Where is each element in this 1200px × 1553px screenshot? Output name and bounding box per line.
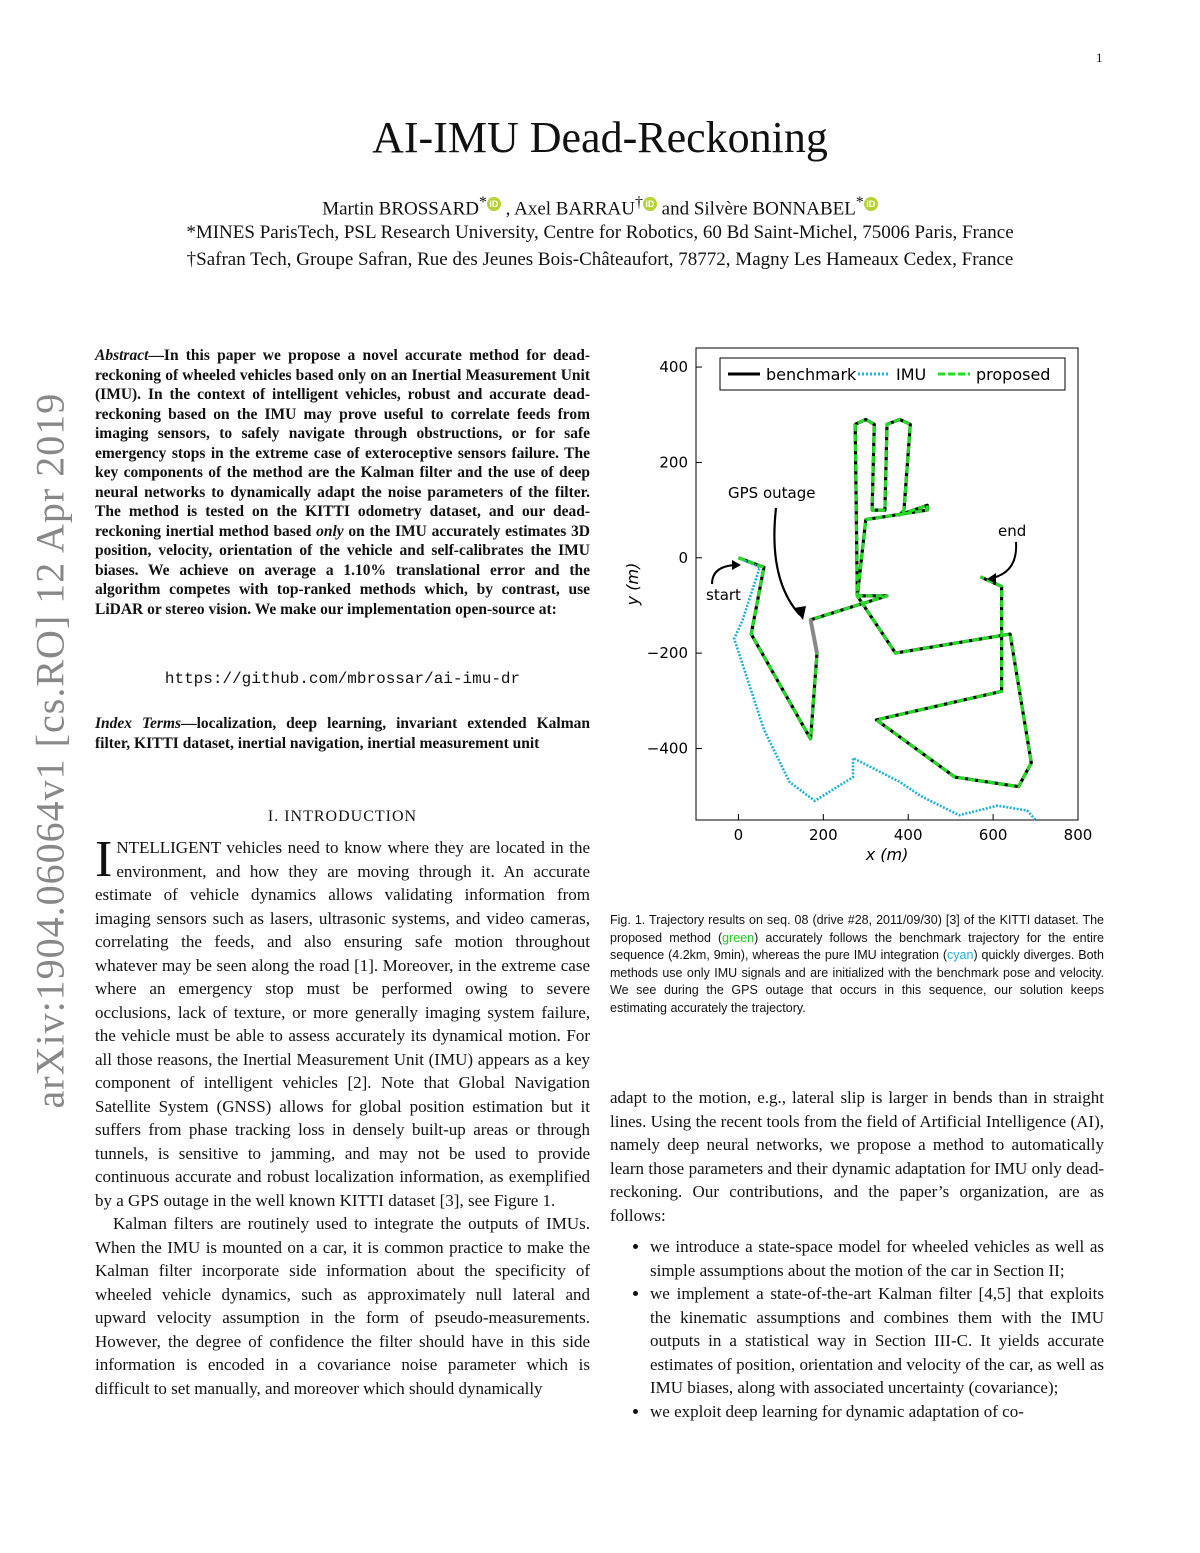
annotation-gps-outage: GPS outage [728,484,816,502]
y-tick-label: −200 [646,644,688,663]
annotation-start: start [706,586,741,604]
affiliation-2: †Safran Tech, Groupe Safran, Rue des Jeunes Bois-Châteaufort, 78772, Magny Les Hameaux Cedex, France [186,249,1014,270]
contributions-list [610,1235,1104,1423]
page-number: 1 [1096,50,1103,65]
drop-cap: I [95,831,113,888]
list-item: • we implement a state-of-the-art Kalman filter [4,5] that exploits the kinematic assumptions and combines them with the IMU outputs in a statistical way in Section III-C. It yields accurate estimates of position, orientation and velocity of the car, as well as IMU biases, along with associated uncertainty (covariance); [650,1282,1104,1400]
intro-paragraph-1: NTELLIGENT vehicles need to know where they are located in the environment, and how they are moving through it. An accurate estimate of vehicle dynamics allows validating information from imaging sensors such as lasers, ultrasonic systems, and video cameras, correlating the feeds, and also ensuring safe motion throughout whatever may be seen along the road [1]. Moreover, in the extreme case where an emergency stop must be performed owing to severe occlusions, lack of texture, or more generally imaging system failure, the vehicle must be able to assess accurately its dynamical motion. For all those reasons, the Inertial Measurement Unit (IMU) appears as a key component of intelligent vehicles [2]. Note that Global Navigation Satellite System (GNSS) allows for global position estimation but it suffers from phase tracking loss in densely built-up areas or through tunnels, is sensitive to jamming, and may not be used to provide continuous accurate and robust localization information, as exemplified by a GPS outage in the well known KITTI dataset [3], see Figure 1. [95,838,590,1210]
x-tick-label: 0 [733,826,744,844]
orcid-icon[interactable]: iD [643,197,657,211]
caption-part-a: Fig. 1. Trajectory results on seq. 08 (drive #28, 2011/09/30) [3] of the KITTI dataset. The proposed method ( [610,913,1104,945]
index-terms [95,714,590,753]
intro-paragraph-2: Kalman filters are routinely used to integrate the outputs of IMUs. When the IMU is mounted on a car, it is common practice to make the Kalman filter incorporate side information about the specificity of wheeled vehicle dynamics, such as approximately null lateral and upward velocity assumption in the form of pseudo-measurements. However, the degree of confidence the filter should have in this side information is encoded in a covariance noise parameter which is difficult to set manually, and moreover which should dynamically [95,1214,590,1398]
x-tick-label: 800 [1063,826,1093,844]
list-item: • we introduce a state-space model for wheeled vehicles as well as simple assumptions about the motion of the car in Section II; [650,1235,1104,1282]
abstract-emph: only [316,522,344,540]
list-item: • we exploit deep learning for dynamic adaptation of co- [650,1400,1104,1424]
index-terms-label: Index Terms [95,715,182,732]
abstract-text-a: —In this paper we propose a novel accurate method for dead-reckoning of wheeled vehicles based only on an Inertial Measurement Unit (IMU). In the context of intelligent vehicles, robust and accurate dead-reckoning based on the IMU may prove useful to correlate feeds from imaging sensors, to safely navigate through obstructions, or for safe emergency stops in the extreme case of exteroceptive sensors failure. The key components of the method are the Kalman filter and the use of deep neural networks to dynamically adapt the noise parameters of the filter. The method is tested on the KITTI odometry dataset, and our dead-reckoning inertial method based [95,347,590,540]
right-column-body [610,1086,1104,1423]
caption-cyan-word: cyan [947,948,974,962]
index-terms-text: —localization, deep learning, invariant extended Kalman filter, KITTI dataset, inertial navigation, inertial measurement unit [95,715,591,752]
orcid-icon[interactable]: iD [864,197,878,211]
caption-part-b: ) accurately follows the benchmark trajectory for the entire sequence (4.2km, 9min), whereas the pure IMU integration ( [610,930,1104,962]
author-sep-1: , Axel [500,198,556,220]
author-sep-2: and Silvère [656,198,753,220]
y-tick-label: 0 [678,548,688,567]
abstract [95,346,590,619]
author-2-last: BARRAU [555,198,635,220]
author-1-first: Martin [322,198,379,220]
paper-title: AI-IMU Dead-Reckoning [372,113,828,162]
author-2-mark: † [634,194,643,211]
figure-caption [610,912,1104,1017]
legend-label-benchmark: benchmark [766,365,857,384]
arxiv-stamp: arXiv:1904.06064v1 [cs.RO] 12 Apr 2019 [27,392,73,1109]
y-tick-label: −400 [646,739,688,758]
abstract-text-b: on the IMU accurately estimates 3D position, velocity, orientation of the vehicle and self-calibrates the IMU biases. We achieve on average a 1.10% translational error and the algorithm competes with top-ranked methods which, by contrast, use LiDAR or stereo vision. We make our implementation open-source at: [95,522,590,618]
legend [720,358,1065,390]
caption-green-word: green [722,930,755,945]
author-line [0,194,1200,220]
author-1-mark: * [478,194,487,211]
legend-label-proposed: proposed [976,365,1051,384]
x-tick-label: 200 [809,826,838,844]
affiliation-1: *MINES ParisTech, PSL Research University, Centre for Robotics, 60 Bd Saint-Michel, 75006 Paris, France [186,222,1014,243]
x-tick-label: 600 [978,826,1008,844]
x-tick-label: 400 [893,826,923,844]
x-axis-label: x (m) [865,845,909,864]
y-axis-label: y (m) [623,562,642,606]
introduction-body [95,831,590,1400]
annotation-end: end [998,522,1027,540]
abstract-label: Abstract [95,347,149,364]
y-tick-label: 200 [659,453,688,472]
plot-frame [696,348,1078,820]
y-tick-label: 400 [659,358,688,377]
author-3-mark: * [855,194,864,211]
github-link[interactable]: https://github.com/mbrossar/ai-imu-dr [164,670,521,688]
section-heading-introduction: I. INTRODUCTION [267,808,418,825]
right-column-paragraph: adapt to the motion, e.g., lateral slip is larger in bends than in straight lines. Using the recent tools from the field of Artificial Intelligence (AI), namely deep neural networks, we propose a method to automatically learn those parameters and their dynamic adaptation for IMU only dead-reckoning. Our contributions, and the paper’s organization, are as follows: [610,1088,1104,1225]
author-1-last: BROSSARD [378,198,479,220]
orcid-icon[interactable]: iD [487,197,501,211]
legend-label-imu: IMU [896,365,927,384]
caption-part-c: ) quickly diverges. Both methods use only IMU signals and are initialized with the benchmark pose and velocity. We see during the GPS outage that occurs in this sequence, our solution keeps estimating accurately the trajectory. [610,948,1104,1015]
author-3-last: BONNABEL [752,198,856,220]
trajectory-figure [608,340,1108,880]
